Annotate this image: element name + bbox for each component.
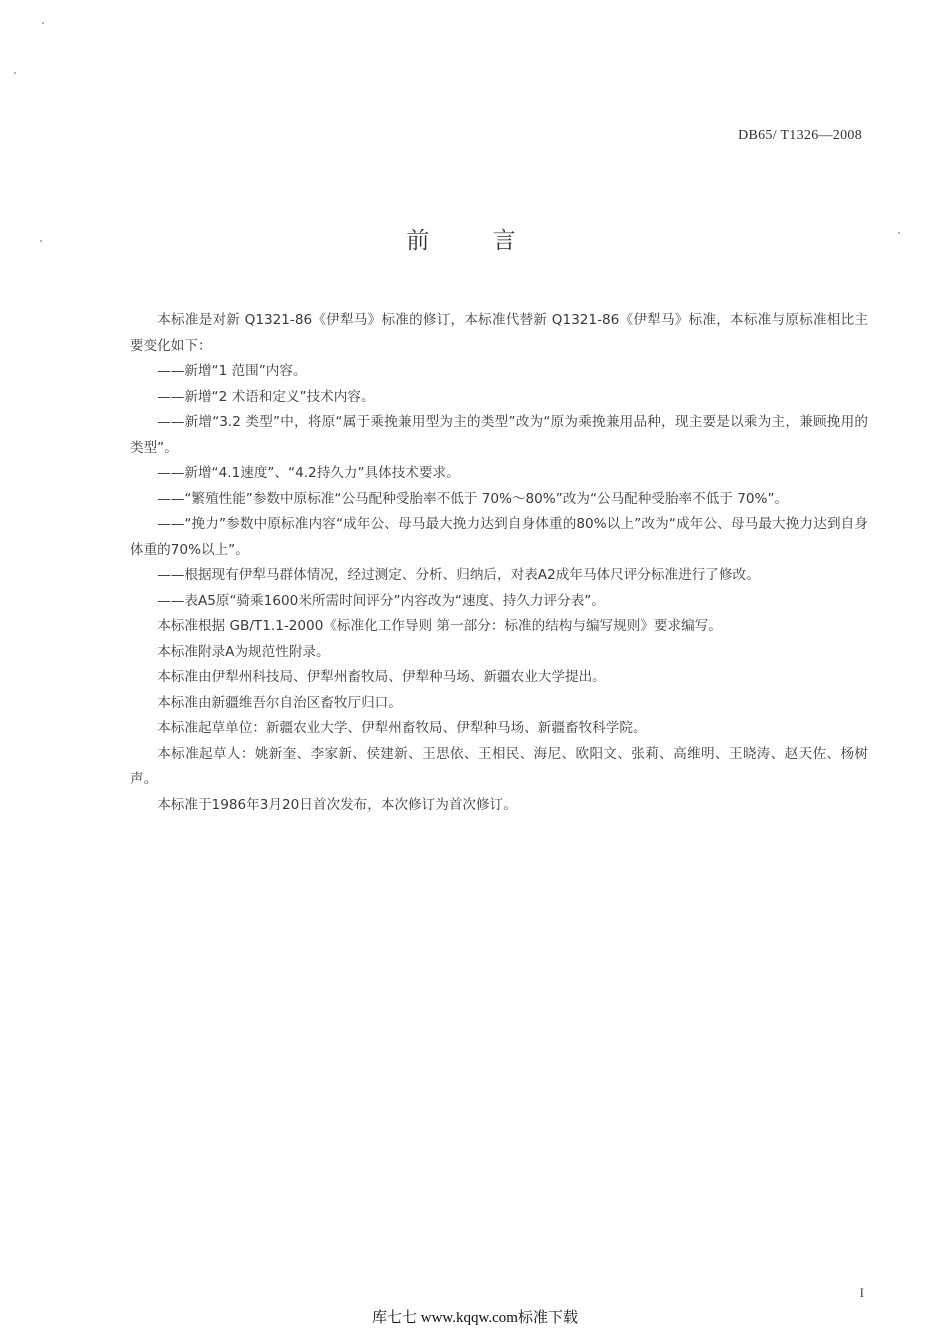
foreword-body	[130, 308, 868, 818]
paragraph-change-table-a5: ——表A5原“骑乘1600米所需时间评分”内容改为“速度、持久力评分表”。	[157, 592, 605, 609]
paragraph-change-type: ——新增“3.2 类型”中，将原“属于乘挽兼用型为主的类型”改为“原为乘挽兼用品种，现主要是以乘为主，兼顾挽用的类型”。	[130, 414, 868, 456]
footer-watermark: 库七七 www.kqqw.com标准下载	[372, 1310, 578, 1326]
paragraph-release-history: 本标准于1986年3月20日首次发布，本次修订为首次修订。	[157, 796, 517, 813]
paragraph-administrator: 本标准由新疆维吾尔自治区畜牧厅归口。	[157, 694, 402, 711]
scan-speck	[42, 22, 44, 24]
paragraph-change-table-a2: ——根据现有伊犁马群体情况，经过测定、分析、归纳后，对表A2成年马体尺评分标准进行了修改。	[157, 567, 760, 583]
paragraph-appendix: 本标准附录A为规范性附录。	[157, 643, 330, 660]
scan-speck	[40, 240, 42, 242]
paragraph-change-breeding: ——“繁殖性能”参数中原标准“公马配种受胎率不低于 70%～80%”改为“公马配种受胎率不低于 70%”。	[157, 490, 789, 507]
paragraph-change-terms: ——新增“2 术语和定义”技术内容。	[157, 388, 375, 405]
paragraph-change-speed: ——新增“4.1速度”、“4.2持久力”具体技术要求。	[157, 465, 460, 481]
scan-speck	[898, 232, 900, 234]
paragraph-proposer: 本标准由伊犁州科技局、伊犁州畜牧局、伊犁种马场、新疆农业大学提出。	[157, 669, 606, 685]
paragraph-drafting-units: 本标准起草单位：新疆农业大学、伊犁州畜牧局、伊犁种马场、新疆畜牧科学院。	[157, 720, 647, 736]
paragraph-change-draft-power: ——“挽力”参数中原标准内容“成年公、母马最大挽力达到自身体重的80%以上”改为“成年公、母马最大挽力达到自身体重的70%以上”。	[130, 516, 868, 558]
paragraph-drafting-rules: 本标准根据 GB/T1.1-2000《标准化工作导则 第一部分：标准的结构与编写规则》要求编写。	[157, 618, 722, 634]
paragraph-intro: 本标准是对新 Q1321-86《伊犁马》标准的修订，本标准代替新 Q1321-86《伊犁马》标准，本标准与原标准相比主要变化如下：	[130, 312, 868, 354]
page-title: 前 言	[406, 228, 544, 254]
page-number: I	[859, 1285, 864, 1300]
paragraph-drafters: 本标准起草人：姚新奎、李家新、侯建新、王思依、王相民、海尼、欧阳文、张莉、高维明、王晓涛、赵天佐、杨树声。	[130, 745, 868, 787]
paragraph-change-scope: ——新增“1 范围”内容。	[157, 363, 307, 379]
scan-speck	[14, 72, 16, 74]
document-code: DB65/ T1326—2008	[738, 128, 862, 143]
